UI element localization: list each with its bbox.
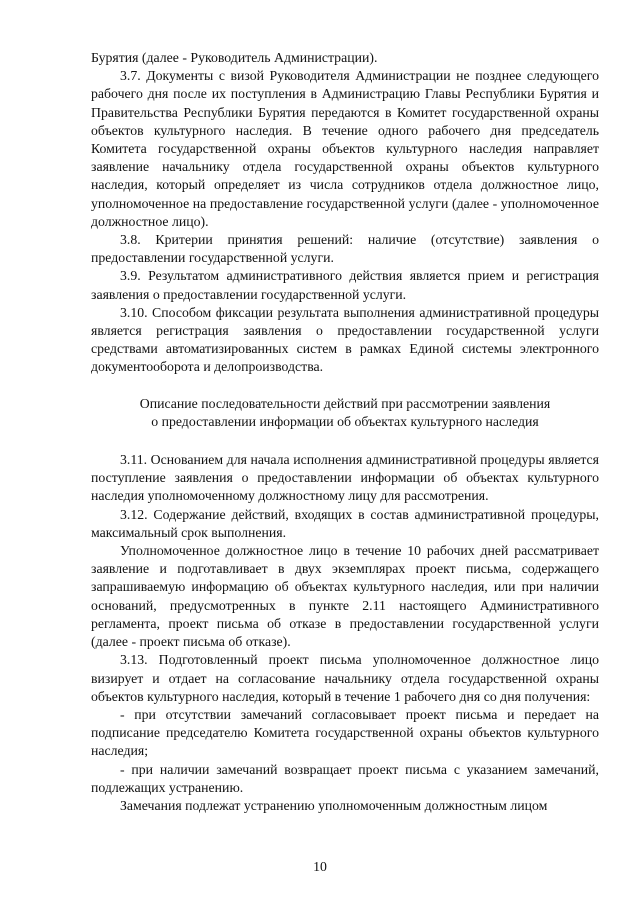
paragraph: Уполномоченное должностное лицо в течение 10 рабочих дней рассматривает заявление и подготавливает в двух экземплярах проект письма, содержащего запрашиваемую информацию об объектах культурного наследия, или при наличии оснований, предусмотренных в пункте 2.11 настоящего Административного регламента, проект письма об отказе в предоставлении государственной услуги (далее - проект письма об отказе). [91,543,599,650]
section-heading-line-1: Описание последовательности действий при рассмотрении заявления [139,395,551,411]
paragraph-3-7: 3.7. Документы с визой Руководителя Администрации не позднее следующего рабочего дня после их поступления в Администрацию Главы Республики Бурятия и Правительства Республики Бурятия передаются в Комитет государственной охраны объектов культурного наследия. В течение одного рабочего дня председатель Комитета государственной охраны объектов культурного наследия направляет заявление начальнику отдела государственной охраны объектов культурного наследия, который определяет из числа сотрудников отдела должностное лицо, уполномоченное на предоставление государственной услуги (далее - уполномоченное должностное лицо). [91,68,599,229]
paragraph: Бурятия (далее - Руководитель Администрации). [91,50,378,65]
paragraph-3-11: 3.11. Основанием для начала исполнения административной процедуры является поступление заявления о предоставлении информации об объектах культурного наследия уполномоченному должностному лицу для рассмотрения. [91,452,599,504]
section-heading [91,395,599,431]
paragraph-3-12: 3.12. Содержание действий, входящих в состав административной процедуры, максимальный срок выполнения. [91,506,599,540]
paragraph: Замечания подлежат устранению уполномоченным должностным лицом [120,797,548,813]
document-body [91,49,599,815]
section-heading-line-2: о предоставлении информации об объектах культурного наследия [151,413,539,429]
paragraph-3-8: 3.8. Критерии принятия решений: наличие (отсутствие) заявления о предоставлении государственной услуги. [91,232,599,266]
list-item: - при отсутствии замечаний согласовывает проект письма и передает на подписание председателю Комитета государственной охраны объектов культурного наследия; [91,706,599,759]
page-number: 10 [313,859,327,874]
paragraph-3-9: 3.9. Результатом административного действия является прием и регистрация заявления о предоставлении государственной услуги. [91,268,599,302]
paragraph-3-13: 3.13. Подготовленный проект письма уполномоченное должностное лицо визирует и отдает на согласование начальнику отдела государственной охраны объектов культурного наследия, который в течение 1 рабочего дня со дня получения: [91,652,599,704]
paragraph-3-10: 3.10. Способом фиксации результата выполнения административной процедуры является регистрация заявления о предоставлении государственной услуги средствами автоматизированных систем в рамках Единой системы электронного документооборота и делопроизводства. [91,304,599,375]
list-item: - при наличии замечаний возвращает проект письма с указанием замечаний, подлежащих устранению. [91,761,599,795]
